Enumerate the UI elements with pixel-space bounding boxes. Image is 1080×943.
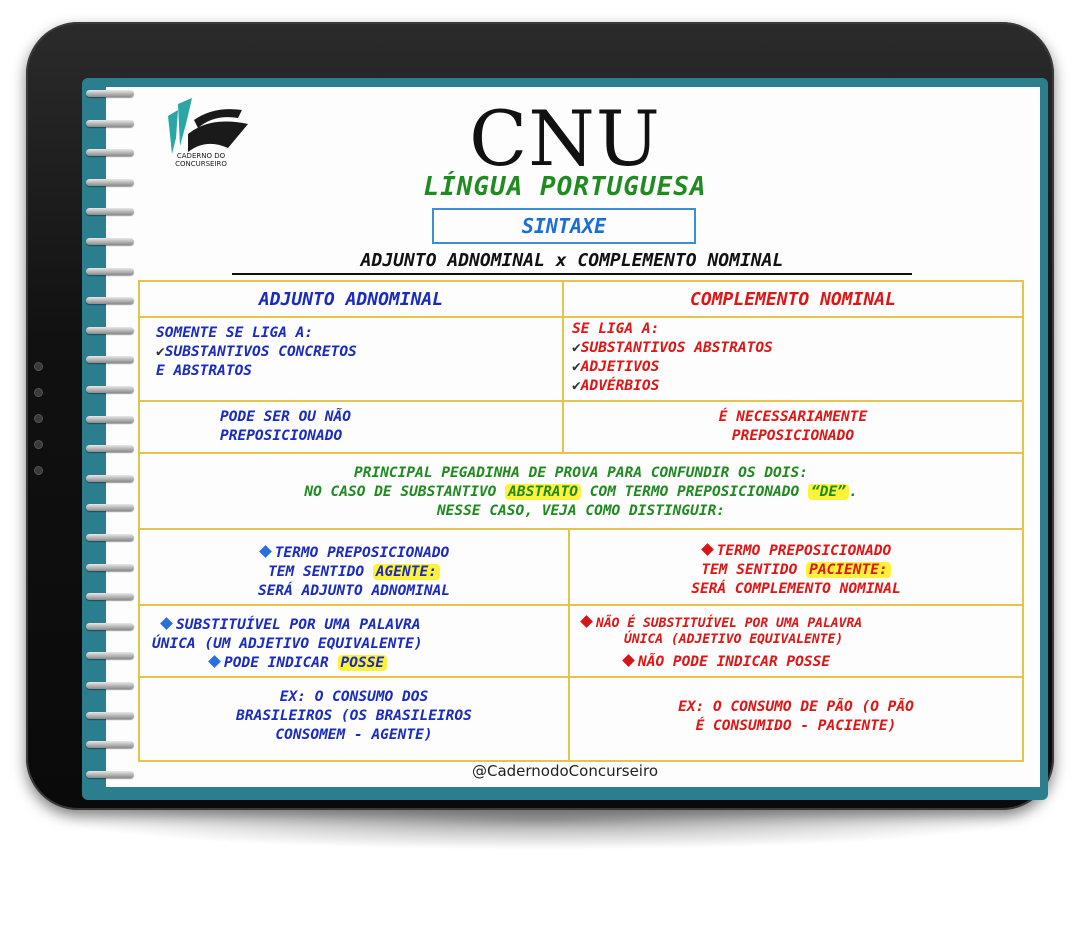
bezel-button (34, 440, 43, 449)
row-sentido-complemento (569, 529, 1023, 605)
topic-box: SINTAXE (432, 208, 696, 244)
ligacao-item: ADJETIVOS (580, 359, 660, 375)
diamond-icon (622, 654, 635, 667)
diamond-icon (208, 655, 221, 668)
sentido-text: TEM SENTIDO (268, 564, 373, 580)
row-ligacao-complemento (563, 317, 1023, 401)
ligacao-item: SUBSTANTIVOS CONCRETOS (164, 344, 357, 360)
row-posse-complemento (569, 605, 1023, 677)
preposicao-line: PREPOSICIONADO (731, 428, 855, 444)
bezel-button (34, 414, 43, 423)
row-sentido-adjunto (139, 529, 569, 605)
sentido-line: SERÁ ADJUNTO ADNOMINAL (257, 583, 451, 599)
posse-line: ÚNICA (UM ADJETIVO EQUIVALENTE) (152, 636, 423, 652)
ligacao-item: ADVÉRBIOS (580, 378, 660, 394)
ligacao-title: SE LIGA A: (572, 321, 660, 337)
spiral-ring (86, 238, 134, 245)
exemplo-line: EX: O CONSUMO DE PÃO (O PÃO (678, 699, 914, 715)
spiral-ring (86, 593, 134, 600)
pegadinha-banner (139, 453, 1023, 529)
spiral-ring (86, 564, 134, 571)
exemplo-line: É CONSUMIDO - PACIENTE) (695, 718, 897, 734)
bezel-button (34, 362, 43, 371)
exemplo-line: BRASILEIROS (OS BRASILEIROS (236, 708, 472, 724)
highlight-agente: AGENTE: (373, 564, 440, 580)
subject-title: LÍNGUA PORTUGUESA (423, 172, 707, 202)
spiral-ring (86, 327, 134, 334)
column-header-adjunto: ADJUNTO ADNOMINAL (139, 281, 563, 317)
sentido-line: TERMO PREPOSICIONADO (274, 545, 450, 561)
spiral-ring (86, 297, 134, 304)
sentido-line: SERÁ COMPLEMENTO NOMINAL (691, 581, 901, 597)
posse-line: ÚNICA (ADJETIVO EQUIVALENTE) (624, 632, 844, 647)
spiral-ring (86, 652, 134, 659)
comparison-table (138, 280, 1024, 762)
spiral-ring (86, 356, 134, 363)
spiral-ring (86, 504, 134, 511)
row-preposicao-adjunto (139, 401, 563, 453)
spiral-ring (86, 623, 134, 630)
pegadinha-line (140, 483, 1022, 502)
posse-line: SUBSTITUÍVEL POR UMA PALAVRA (176, 617, 421, 633)
preposicao-line: É NECESSARIAMENTE (718, 409, 868, 425)
ligacao-title: SOMENTE SE LIGA A: (156, 325, 314, 341)
diamond-icon (259, 545, 272, 558)
row-exemplo-complemento (569, 677, 1023, 761)
highlight-posse: POSSE (338, 655, 388, 671)
pegadinha-text: NO CASO DE SUBSTANTIVO (304, 484, 506, 500)
spiral-ring (86, 475, 134, 482)
section-heading: ADJUNTO ADNOMINAL x COMPLEMENTO NOMINAL (232, 250, 912, 275)
page-title: CNU (469, 94, 661, 183)
column-header-complemento: COMPLEMENTO NOMINAL (563, 281, 1023, 317)
exemplo-line: EX: O CONSUMO DOS (279, 689, 429, 705)
exemplo-line: CONSOMEM - AGENTE) (275, 727, 433, 743)
spiral-ring (86, 268, 134, 275)
spiral-ring (86, 445, 134, 452)
check-icon: ✔ (572, 378, 581, 394)
spiral-ring (86, 208, 134, 215)
spiral-ring (86, 534, 134, 541)
bezel-button (34, 466, 43, 475)
preposicao-line: PREPOSICIONADO (220, 428, 343, 444)
highlight-paciente: PACIENTE: (806, 562, 891, 578)
check-icon: ✔ (156, 344, 165, 360)
pegadinha-text: COM TERMO PREPOSICIONADO (581, 484, 808, 500)
logo-line-1: CADERNO DO (176, 152, 226, 160)
sentido-text: TEM SENTIDO (701, 562, 807, 578)
tablet-screen (82, 78, 1048, 800)
bezel-button (34, 388, 43, 397)
pegadinha-text: . (848, 484, 858, 500)
diamond-icon (580, 615, 593, 628)
preposicao-line: PODE SER OU NÃO (220, 409, 351, 425)
posse-text: PODE INDICAR (224, 655, 338, 671)
row-preposicao-complemento (563, 401, 1023, 453)
footer-handle: @CadernodoConcurseiro (471, 762, 658, 780)
pegadinha-line: PRINCIPAL PEGADINHA DE PROVA PARA CONFUNDIR OS DOIS: (354, 465, 808, 481)
ligacao-item: SUBSTANTIVOS ABSTRATOS (580, 340, 773, 356)
ligacao-item: E ABSTRATOS (156, 363, 253, 379)
highlight-abstrato: ABSTRATO (505, 484, 581, 500)
spiral-ring (86, 682, 134, 689)
posse-line: NÃO É SUBSTITUÍVEL POR UMA PALAVRA (596, 616, 863, 631)
pegadinha-line: NESSE CASO, VEJA COMO DISTINGUIR: (436, 503, 726, 519)
diamond-icon (701, 543, 714, 556)
tablet-frame (26, 22, 1054, 810)
posse-line: NÃO PODE INDICAR POSSE (638, 654, 831, 670)
highlight-de: “DE” (808, 484, 849, 500)
row-exemplo-adjunto (139, 677, 569, 761)
diamond-icon (160, 617, 173, 630)
spiral-ring (86, 741, 134, 748)
row-posse-adjunto (139, 605, 569, 677)
check-icon: ✔ (572, 359, 581, 375)
logo-line-2: CONCURSEIRO (175, 160, 227, 168)
spiral-ring (86, 386, 134, 393)
spiral-ring (86, 416, 134, 423)
row-ligacao-adjunto (139, 317, 563, 401)
spiral-ring (86, 712, 134, 719)
sentido-line: TERMO PREPOSICIONADO (716, 543, 892, 559)
check-icon: ✔ (572, 340, 581, 356)
